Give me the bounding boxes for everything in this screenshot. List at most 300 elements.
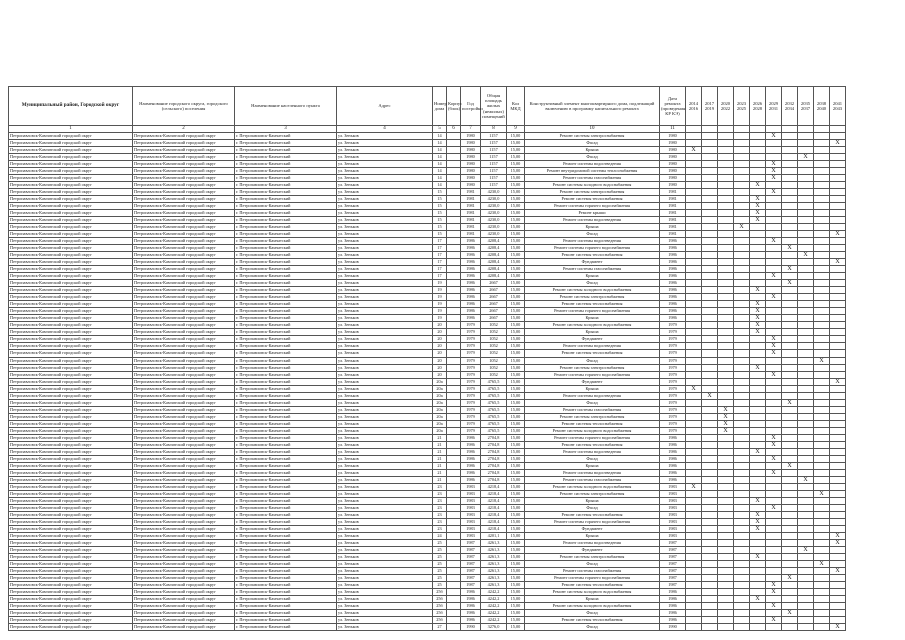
- district-cell: Петропавловск-Камчатский городской округ: [9, 420, 133, 427]
- element-cell: Ремонт системы горячего водоснабжения: [525, 518, 660, 525]
- period-cell: [686, 617, 702, 624]
- period-mark: X: [750, 217, 766, 224]
- period-cell: [830, 603, 846, 610]
- count-cell: 15,00: [507, 259, 525, 266]
- district-cell: Петропавловск-Камчатский городской округ: [9, 617, 133, 624]
- period-cell: [782, 378, 798, 385]
- address-cell: ул. Зеньков: [337, 385, 433, 392]
- repair-date-cell: 1979: [660, 427, 686, 434]
- period-cell: [766, 567, 782, 574]
- period-cell: [814, 322, 830, 329]
- block-cell: [447, 350, 461, 357]
- count-cell: 15,00: [507, 322, 525, 329]
- period-cell: [798, 567, 814, 574]
- period-cell: [830, 518, 846, 525]
- district-cell: Петропавловск-Камчатский городской округ: [9, 357, 133, 364]
- period-cell: [766, 596, 782, 603]
- period-cell: [718, 301, 734, 308]
- address-cell: ул. Зеньков: [337, 259, 433, 266]
- period-cell: [702, 224, 718, 231]
- period-cell: [686, 546, 702, 553]
- block-cell: [447, 133, 461, 140]
- settlement-cell: Петропавловск-Камчатский городской округ: [133, 280, 235, 287]
- period-cell: [734, 462, 750, 469]
- period-cell: [750, 617, 766, 624]
- repair-date-cell: 1981: [660, 231, 686, 238]
- column-header: Муниципальный район, Городской округ: [9, 87, 133, 126]
- count-cell: 15,00: [507, 532, 525, 539]
- period-cell: [686, 364, 702, 371]
- element-cell: Фасад: [525, 504, 660, 511]
- period-cell: [766, 231, 782, 238]
- period-cell: [782, 448, 798, 455]
- period-cell: [702, 329, 718, 336]
- settlement-cell: Петропавловск-Камчатский городской округ: [133, 462, 235, 469]
- house-number-cell: 25: [433, 539, 447, 546]
- repair-date-cell: 1981: [660, 196, 686, 203]
- settlement-cell: Петропавловск-Камчатский городской округ: [133, 147, 235, 154]
- house-number-cell: 14: [433, 161, 447, 168]
- count-cell: 15,00: [507, 406, 525, 413]
- build-year-cell: 1979: [461, 385, 481, 392]
- period-mark: X: [830, 259, 846, 266]
- column-number: 6: [447, 126, 461, 133]
- period-cell: [830, 336, 846, 343]
- locality-cell: г. Петропавловск-Камчатский: [235, 231, 337, 238]
- period-cell: [830, 196, 846, 203]
- element-cell: Ремонт системы электроснабжения: [525, 133, 660, 140]
- build-year-cell: 1986: [461, 469, 481, 476]
- district-cell: Петропавловск-Камчатский городской округ: [9, 196, 133, 203]
- build-year-cell: 1980: [461, 154, 481, 161]
- period-cell: [734, 161, 750, 168]
- count-cell: 15,00: [507, 589, 525, 596]
- count-cell: 15,00: [507, 448, 525, 455]
- element-cell: Ремонт системы горячего водоснабжения: [525, 203, 660, 210]
- period-mark: X: [750, 196, 766, 203]
- element-cell: Крыша: [525, 315, 660, 322]
- period-cell: [830, 441, 846, 448]
- house-number-cell: 17: [433, 238, 447, 245]
- block-cell: [447, 175, 461, 182]
- settlement-cell: Петропавловск-Камчатский городской округ: [133, 624, 235, 631]
- count-cell: 15,00: [507, 539, 525, 546]
- house-number-cell: 21: [433, 455, 447, 462]
- period-cell: [830, 582, 846, 589]
- table-row: [9, 343, 846, 350]
- period-cell: [766, 140, 782, 147]
- period-cell: [814, 154, 830, 161]
- period-cell: [798, 210, 814, 217]
- period-cell: [798, 497, 814, 504]
- period-cell: [830, 427, 846, 434]
- period-cell: [686, 203, 702, 210]
- period-mark: X: [766, 589, 782, 596]
- table-row: [9, 364, 846, 371]
- locality-cell: г. Петропавловск-Камчатский: [235, 350, 337, 357]
- period-cell: [734, 427, 750, 434]
- block-cell: [447, 434, 461, 441]
- element-cell: Фасад: [525, 624, 660, 631]
- block-cell: [447, 231, 461, 238]
- period-cell: [750, 539, 766, 546]
- period-cell: [734, 273, 750, 280]
- table-row: [9, 603, 846, 610]
- locality-cell: г. Петропавловск-Камчатский: [235, 406, 337, 413]
- period-cell: [830, 210, 846, 217]
- period-cell: [734, 624, 750, 631]
- count-cell: 15,00: [507, 518, 525, 525]
- column-number: [718, 126, 734, 133]
- repair-date-cell: 1981: [660, 217, 686, 224]
- period-cell: [702, 273, 718, 280]
- area-cell: 4261,3: [481, 574, 507, 581]
- build-year-cell: 1983: [461, 532, 481, 539]
- period-cell: [686, 574, 702, 581]
- element-cell: Ремонт системы электроснабжения: [525, 364, 660, 371]
- period-cell: [830, 483, 846, 490]
- period-mark: X: [766, 582, 782, 589]
- period-cell: [718, 168, 734, 175]
- build-year-cell: 1981: [461, 224, 481, 231]
- period-cell: [798, 168, 814, 175]
- area-cell: 4218,4: [481, 511, 507, 518]
- area-cell: 4242,2: [481, 610, 507, 617]
- table-row: [9, 189, 846, 196]
- repair-date-cell: 1980: [660, 140, 686, 147]
- block-cell: [447, 203, 461, 210]
- period-cell: [750, 560, 766, 567]
- period-cell: [686, 497, 702, 504]
- build-year-cell: 1987: [461, 539, 481, 546]
- period-cell: [734, 364, 750, 371]
- address-cell: ул. Зеньков: [337, 189, 433, 196]
- period-cell: [702, 378, 718, 385]
- repair-date-cell: 1980: [660, 133, 686, 140]
- period-cell: [718, 287, 734, 294]
- period-cell: [686, 196, 702, 203]
- house-number-cell: 21: [433, 462, 447, 469]
- period-mark: X: [766, 238, 782, 245]
- period-cell: [814, 399, 830, 406]
- period-cell: [686, 336, 702, 343]
- district-cell: Петропавловск-Камчатский городской округ: [9, 238, 133, 245]
- period-cell: [702, 420, 718, 427]
- period-cell: [686, 140, 702, 147]
- area-cell: 4230,0: [481, 231, 507, 238]
- period-cell: [830, 497, 846, 504]
- address-cell: ул. Зеньков: [337, 378, 433, 385]
- period-cell: [798, 574, 814, 581]
- period-cell: [782, 371, 798, 378]
- period-cell: [734, 231, 750, 238]
- area-cell: 4765,5: [481, 420, 507, 427]
- period-cell: [782, 497, 798, 504]
- area-cell: 1157: [481, 175, 507, 182]
- period-mark: X: [750, 525, 766, 532]
- address-cell: ул. Зеньков: [337, 399, 433, 406]
- period-cell: [686, 392, 702, 399]
- area-cell: 1052: [481, 357, 507, 364]
- element-cell: Ремонт системы холодного водоснабжения: [525, 287, 660, 294]
- table-row: [9, 133, 846, 140]
- period-cell: [798, 617, 814, 624]
- address-cell: ул. Зеньков: [337, 175, 433, 182]
- locality-cell: г. Петропавловск-Камчатский: [235, 182, 337, 189]
- element-cell: Крыша: [525, 596, 660, 603]
- block-cell: [447, 539, 461, 546]
- column-number: [814, 126, 830, 133]
- period-cell: [702, 497, 718, 504]
- locality-cell: г. Петропавловск-Камчатский: [235, 329, 337, 336]
- settlement-cell: Петропавловск-Камчатский городской округ: [133, 546, 235, 553]
- settlement-cell: Петропавловск-Камчатский городской округ: [133, 175, 235, 182]
- settlement-cell: Петропавловск-Камчатский городской округ: [133, 168, 235, 175]
- table-row: [9, 469, 846, 476]
- block-cell: [447, 343, 461, 350]
- locality-cell: г. Петропавловск-Камчатский: [235, 336, 337, 343]
- district-cell: Петропавловск-Камчатский городской округ: [9, 168, 133, 175]
- period-mark: X: [766, 504, 782, 511]
- area-cell: 4208,4: [481, 238, 507, 245]
- period-cell: [798, 315, 814, 322]
- house-number-cell: 25б: [433, 603, 447, 610]
- period-cell: [718, 273, 734, 280]
- period-cell: [814, 574, 830, 581]
- period-cell: [798, 175, 814, 182]
- district-cell: Петропавловск-Камчатский городской округ: [9, 483, 133, 490]
- house-number-cell: 15: [433, 224, 447, 231]
- period-cell: [702, 196, 718, 203]
- count-cell: 15,00: [507, 210, 525, 217]
- count-cell: 15,00: [507, 238, 525, 245]
- period-cell: [766, 539, 782, 546]
- district-cell: Петропавловск-Камчатский городской округ: [9, 434, 133, 441]
- period-cell: [734, 308, 750, 315]
- house-number-cell: 15: [433, 231, 447, 238]
- period-cell: [734, 133, 750, 140]
- column-number: [734, 126, 750, 133]
- period-cell: [734, 245, 750, 252]
- period-cell: [734, 175, 750, 182]
- repair-date-cell: 1980: [660, 154, 686, 161]
- period-mark: X: [766, 189, 782, 196]
- period-cell: [830, 469, 846, 476]
- table-row: [9, 175, 846, 182]
- period-cell: [766, 420, 782, 427]
- table-row: [9, 574, 846, 581]
- build-year-cell: 1986: [461, 441, 481, 448]
- count-cell: 15,00: [507, 217, 525, 224]
- period-mark: X: [798, 546, 814, 553]
- district-cell: Петропавловск-Камчатский городской округ: [9, 406, 133, 413]
- build-year-cell: 1981: [461, 231, 481, 238]
- address-cell: ул. Зеньков: [337, 287, 433, 294]
- address-cell: ул. Зеньков: [337, 610, 433, 617]
- period-cell: [782, 525, 798, 532]
- period-cell: [782, 476, 798, 483]
- element-cell: Ремонт внутридомовой системы теплоснабжения: [525, 168, 660, 175]
- period-cell: [702, 252, 718, 259]
- period-cell: [798, 455, 814, 462]
- period-mark: X: [750, 287, 766, 294]
- period-cell: [830, 350, 846, 357]
- settlement-cell: Петропавловск-Камчатский городской округ: [133, 231, 235, 238]
- period-cell: [702, 596, 718, 603]
- house-number-cell: 20: [433, 364, 447, 371]
- period-cell: [702, 287, 718, 294]
- address-cell: ул. Зеньков: [337, 294, 433, 301]
- element-cell: Ремонт системы холодного водоснабжения: [525, 483, 660, 490]
- district-cell: Петропавловск-Камчатский городской округ: [9, 525, 133, 532]
- repair-date-cell: 1983: [660, 497, 686, 504]
- column-number: 11: [660, 126, 686, 133]
- period-cell: [830, 399, 846, 406]
- element-cell: Ремонт системы электроснабжения: [525, 553, 660, 560]
- table-row: [9, 203, 846, 210]
- address-cell: ул. Зеньков: [337, 343, 433, 350]
- address-cell: ул. Зеньков: [337, 603, 433, 610]
- area-cell: 4261,3: [481, 560, 507, 567]
- period-cell: [718, 574, 734, 581]
- locality-cell: г. Петропавловск-Камчатский: [235, 168, 337, 175]
- settlement-cell: Петропавловск-Камчатский городской округ: [133, 196, 235, 203]
- count-cell: 15,00: [507, 603, 525, 610]
- period-cell: [782, 133, 798, 140]
- column-number: [686, 126, 702, 133]
- period-cell: [766, 378, 782, 385]
- period-cell: [766, 476, 782, 483]
- area-cell: 4261,3: [481, 539, 507, 546]
- period-cell: [766, 518, 782, 525]
- count-cell: 15,00: [507, 161, 525, 168]
- locality-cell: г. Петропавловск-Камчатский: [235, 617, 337, 624]
- block-cell: [447, 266, 461, 273]
- period-cell: [830, 560, 846, 567]
- period-cell: [750, 189, 766, 196]
- area-cell: 1157: [481, 133, 507, 140]
- period-cell: [734, 603, 750, 610]
- period-cell: [686, 294, 702, 301]
- address-cell: ул. Зеньков: [337, 301, 433, 308]
- period-cell: [686, 413, 702, 420]
- period-cell: [734, 350, 750, 357]
- period-cell: [686, 301, 702, 308]
- period-mark: X: [798, 252, 814, 259]
- period-cell: [750, 294, 766, 301]
- table-row: [9, 154, 846, 161]
- build-year-cell: 1979: [461, 350, 481, 357]
- period-cell: [686, 455, 702, 462]
- period-cell: [798, 462, 814, 469]
- period-cell: [814, 294, 830, 301]
- settlement-cell: Петропавловск-Камчатский городской округ: [133, 245, 235, 252]
- element-cell: Ремонт системы горячего водоснабжения: [525, 371, 660, 378]
- period-cell: [686, 462, 702, 469]
- period-cell: [718, 518, 734, 525]
- period-cell: [734, 182, 750, 189]
- period-cell: [798, 203, 814, 210]
- period-cell: [734, 315, 750, 322]
- repair-date-cell: 1983: [660, 483, 686, 490]
- table-row: [9, 196, 846, 203]
- table-row: [9, 280, 846, 287]
- period-cell: [686, 182, 702, 189]
- table-row: [9, 231, 846, 238]
- block-cell: [447, 406, 461, 413]
- area-cell: 4242,2: [481, 589, 507, 596]
- period-cell: [702, 546, 718, 553]
- count-cell: 15,00: [507, 596, 525, 603]
- build-year-cell: 1986: [461, 245, 481, 252]
- period-cell: [718, 624, 734, 631]
- period-cell: [718, 329, 734, 336]
- period-cell: [782, 469, 798, 476]
- period-cell: [686, 315, 702, 322]
- period-cell: [782, 392, 798, 399]
- period-cell: [734, 210, 750, 217]
- period-mark: X: [766, 168, 782, 175]
- district-cell: Петропавловск-Камчатский городской округ: [9, 610, 133, 617]
- period-cell: [702, 280, 718, 287]
- house-number-cell: 23: [433, 518, 447, 525]
- address-cell: ул. Зеньков: [337, 582, 433, 589]
- period-cell: [718, 350, 734, 357]
- house-number-cell: 19: [433, 280, 447, 287]
- house-number-cell: 14: [433, 133, 447, 140]
- repair-date-cell: 1979: [660, 343, 686, 350]
- table-row: [9, 582, 846, 589]
- house-number-cell: 17: [433, 245, 447, 252]
- column-number: [702, 126, 718, 133]
- element-cell: Фасад: [525, 154, 660, 161]
- period-cell: [734, 532, 750, 539]
- period-cell: [718, 539, 734, 546]
- element-cell: Ремонт системы холодного водоснабжения: [525, 427, 660, 434]
- repair-date-cell: 1986: [660, 455, 686, 462]
- table-body: [9, 133, 846, 631]
- address-cell: ул. Зеньков: [337, 224, 433, 231]
- period-cell: [798, 596, 814, 603]
- repair-date-cell: 1986: [660, 610, 686, 617]
- table-row: [9, 511, 846, 518]
- period-cell: [702, 364, 718, 371]
- locality-cell: г. Петропавловск-Камчатский: [235, 518, 337, 525]
- period-cell: [718, 196, 734, 203]
- period-cell: [782, 582, 798, 589]
- period-cell: [766, 245, 782, 252]
- period-cell: [830, 168, 846, 175]
- period-cell: [798, 343, 814, 350]
- element-cell: Фасад: [525, 140, 660, 147]
- table-row: [9, 518, 846, 525]
- house-number-cell: 17: [433, 252, 447, 259]
- count-cell: 15,00: [507, 196, 525, 203]
- period-cell: [718, 343, 734, 350]
- period-cell: [798, 357, 814, 364]
- locality-cell: г. Петропавловск-Камчатский: [235, 532, 337, 539]
- period-cell: [814, 161, 830, 168]
- table-row: [9, 448, 846, 455]
- table-row: [9, 238, 846, 245]
- column-header: Корпус (блок): [447, 87, 461, 126]
- address-cell: ул. Зеньков: [337, 455, 433, 462]
- count-cell: 15,00: [507, 273, 525, 280]
- locality-cell: г. Петропавловск-Камчатский: [235, 385, 337, 392]
- period-cell: [718, 392, 734, 399]
- repair-date-cell: 1979: [660, 357, 686, 364]
- period-cell: [750, 371, 766, 378]
